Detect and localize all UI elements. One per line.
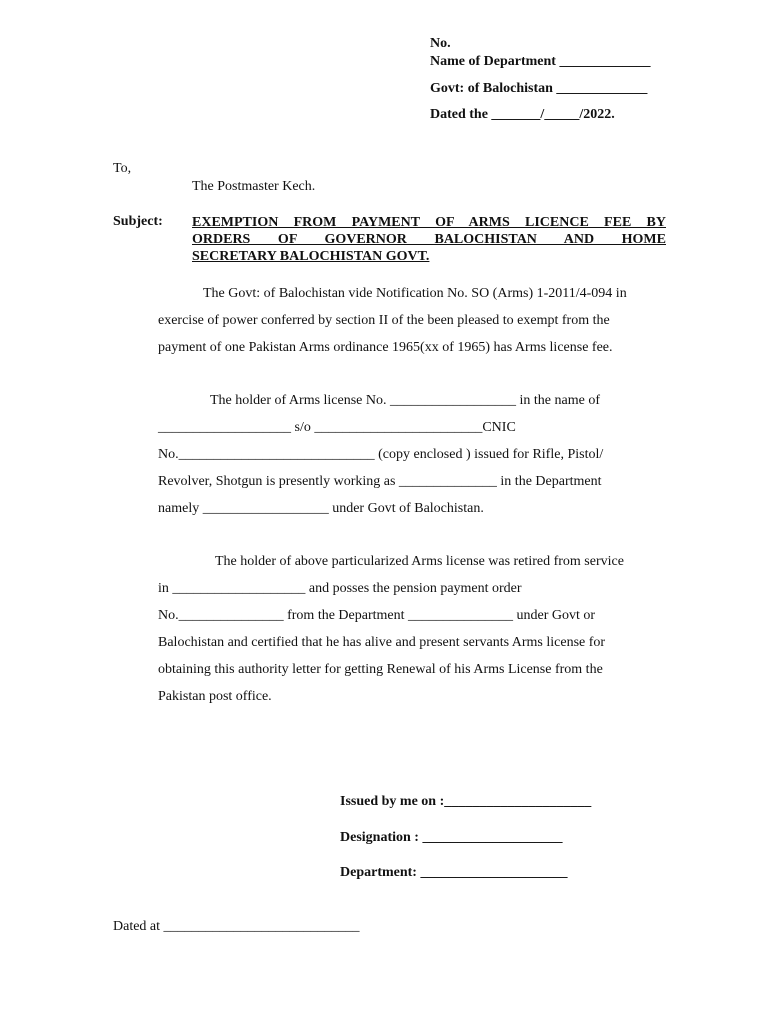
paragraph-line: ___________________ s/o ________________________CNIC [158, 420, 516, 435]
subject-line: EXEMPTION FROM PAYMENT OF ARMS LICENCE FEE BY [192, 215, 666, 230]
paragraph-notification [158, 280, 650, 361]
subject-line: SECRETARY BALOCHISTAN GOVT. [192, 249, 430, 264]
header-no: No. [430, 36, 451, 51]
paragraph-line: Pakistan post office. [158, 689, 272, 704]
footer-dated-at: Dated at ____________________________ [113, 919, 360, 934]
paragraph-line: namely __________________ under Govt of Balochistan. [158, 501, 484, 516]
paragraph-line: obtaining this authority letter for getting Renewal of his Arms License from the [158, 662, 603, 677]
signature-department: Department: _____________________ [340, 865, 568, 880]
paragraph-line: Revolver, Shotgun is presently working as ______________ in the Department [158, 474, 602, 489]
paragraph-retirement [158, 548, 650, 710]
paragraph-line: exercise of power conferred by section II of the been pleased to exempt from the [158, 313, 610, 328]
subject-text [192, 214, 666, 265]
subject-label: Subject: [113, 214, 163, 229]
paragraph-line: The holder of above particularized Arms license was retired from service [215, 554, 624, 569]
header-dated: Dated the _______/_____/2022. [430, 107, 615, 122]
signature-designation: Designation : ____________________ [340, 830, 563, 845]
header-department: Name of Department _____________ [430, 54, 651, 69]
paragraph-license-holder [158, 387, 650, 522]
paragraph-line: No._______________ from the Department _______________ under Govt or [158, 608, 596, 623]
signature-issued: Issued by me on :_____________________ [340, 794, 592, 809]
recipient-to: To, [113, 161, 132, 176]
header-govt: Govt: of Balochistan _____________ [430, 81, 648, 96]
paragraph-line: Balochistan and certified that he has alive and present servants Arms license for [158, 635, 606, 650]
paragraph-line: No.____________________________ (copy enclosed ) issued for Rifle, Pistol/ [158, 447, 604, 462]
paragraph-line: The holder of Arms license No. __________________ in the name of [210, 393, 600, 408]
subject-line: ORDERS OF GOVERNOR BALOCHISTAN AND HOME [192, 232, 666, 247]
recipient-name: The Postmaster Kech. [192, 179, 316, 194]
paragraph-line: payment of one Pakistan Arms ordinance 1965(xx of 1965) has Arms license fee. [158, 340, 613, 355]
paragraph-line: in ___________________ and posses the pension payment order [158, 581, 522, 596]
paragraph-line: The Govt: of Balochistan vide Notification No. SO (Arms) 1-2011/4-094 in [203, 286, 627, 301]
